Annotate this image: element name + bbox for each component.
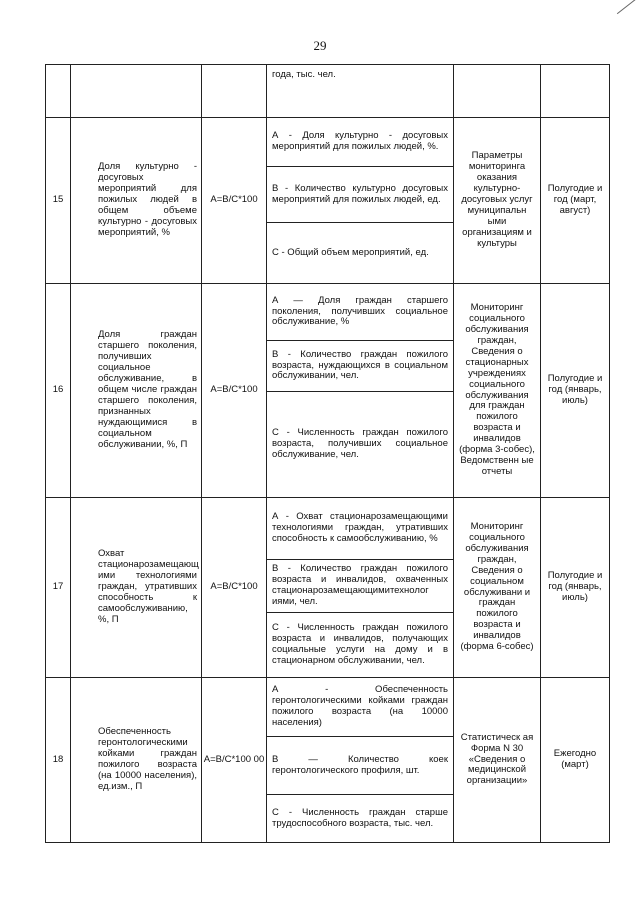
components-list — [267, 284, 453, 497]
corner-mark — [617, 0, 640, 14]
indicator-formula: А=В/С*100 00 — [202, 678, 267, 843]
component-item: А - Охват стационарозамещающими технологиями граждан, утративших способность к самообслуживанию, % — [272, 511, 448, 544]
table-row — [46, 284, 610, 498]
reporting-period: Ежегодно (март) — [541, 678, 610, 843]
cell-name — [71, 65, 202, 118]
indicator-name: Доля культурно - досуговых мероприятий для пожилых людей в общем объеме культурно - досуговых мероприятий, % — [71, 118, 202, 284]
component-item: А — Доля граждан старшего поколения, получивших социальное обслуживание, % — [272, 294, 448, 328]
component-item: А - Доля культурно - досуговых мероприятий для пожилых людей, %. — [272, 130, 448, 152]
component-item: В - Количество культурно досуговых мероприятий для пожилых людей, ед. — [267, 166, 453, 222]
reporting-period: Полугодие и год (январь, июль) — [541, 284, 610, 498]
table-row — [46, 678, 610, 843]
cell-period — [541, 65, 610, 118]
component-item: В — Количество коек геронтологического профиля, шт. — [267, 736, 453, 794]
indicator-components — [267, 284, 454, 498]
components-list — [267, 678, 453, 842]
data-source: Мониторинг социального обслуживания граждан, Сведения о социальном обслуживани и граждан пожилого возраста и инвалидов (форма 6-собес) — [454, 498, 541, 678]
component-item: С - Численность граждан старше трудоспособного возраста, тыс. чел. — [267, 794, 453, 842]
component-item: В - Количество граждан пожилого возраста и инвалидов, охваченных стационарозамещающимитехнолог иями, чел. — [267, 559, 453, 612]
indicator-components — [267, 498, 454, 678]
data-source: Мониторинг социального обслуживания граждан, Сведения о стационарных учреждениях социального обслуживания для граждан пожилого возраста и инвалидов (форма 3-собес), Ведомственн ые отчеты — [454, 284, 541, 498]
indicator-formula: А=В/С*100 — [202, 498, 267, 678]
row-number: 18 — [46, 678, 71, 843]
reporting-period: Полугодие и год (март, август) — [541, 118, 610, 284]
components-list — [267, 498, 453, 677]
components-list — [267, 118, 453, 283]
cell-components — [267, 65, 454, 118]
indicator-name: Доля граждан старшего поколения, получивших социальное обслуживание, в общем числе граждан старшего поколения, признанных нуждающимися в социальном обслуживании, %, П — [71, 284, 202, 498]
indicator-formula: А=В/С*100 — [202, 118, 267, 284]
reporting-period: Полугодие и год (январь, июль) — [541, 498, 610, 678]
component-item: В - Количество граждан пожилого возраста, нуждающихся в социальном обслуживании, чел. — [267, 340, 453, 391]
indicator-components — [267, 118, 454, 284]
cell-formula — [202, 65, 267, 118]
table-row — [46, 498, 610, 678]
data-source: Параметры мониторинга оказания культурно-досуговых услуг муниципальн ыми организациям и культуры — [454, 118, 541, 284]
row-number: 17 — [46, 498, 71, 678]
indicator-name: Охват стационарозамещающ ими технологиями граждан, утративших способность к самообслуживанию, %, П — [71, 498, 202, 678]
indicator-name: Обеспеченность геронтологическими койками граждан пожилого возраста (на 10000 населения), ед.изм., П — [71, 678, 202, 843]
data-source: Статистическ ая Форма N 30 «Сведения о медицинской организации» — [454, 678, 541, 843]
page-number: 29 — [313, 38, 327, 53]
component-item: С - Общий объем мероприятий, ед. — [267, 222, 453, 283]
row-number: 16 — [46, 284, 71, 498]
table-row — [46, 118, 610, 284]
indicator-table — [45, 64, 610, 843]
cell-source — [454, 65, 541, 118]
indicator-components — [267, 678, 454, 843]
table-row-continuation — [46, 65, 610, 118]
cell-num — [46, 65, 71, 118]
indicator-formula: А=В/С*100 — [202, 284, 267, 498]
component-item: года, тыс. чел. — [272, 69, 336, 80]
row-number: 15 — [46, 118, 71, 284]
component-item: С - Численность граждан пожилого возраста, получивших социальное обслуживание, чел. — [267, 391, 453, 497]
component-item: С - Численность граждан пожилого возраста и инвалидов, получающих социальные услуги на дому и в стационарном обслуживании, чел. — [267, 612, 453, 677]
component-item: А - Обеспеченность геронтологическими койками граждан пожилого возраста (на 10000 населения) — [272, 684, 448, 728]
